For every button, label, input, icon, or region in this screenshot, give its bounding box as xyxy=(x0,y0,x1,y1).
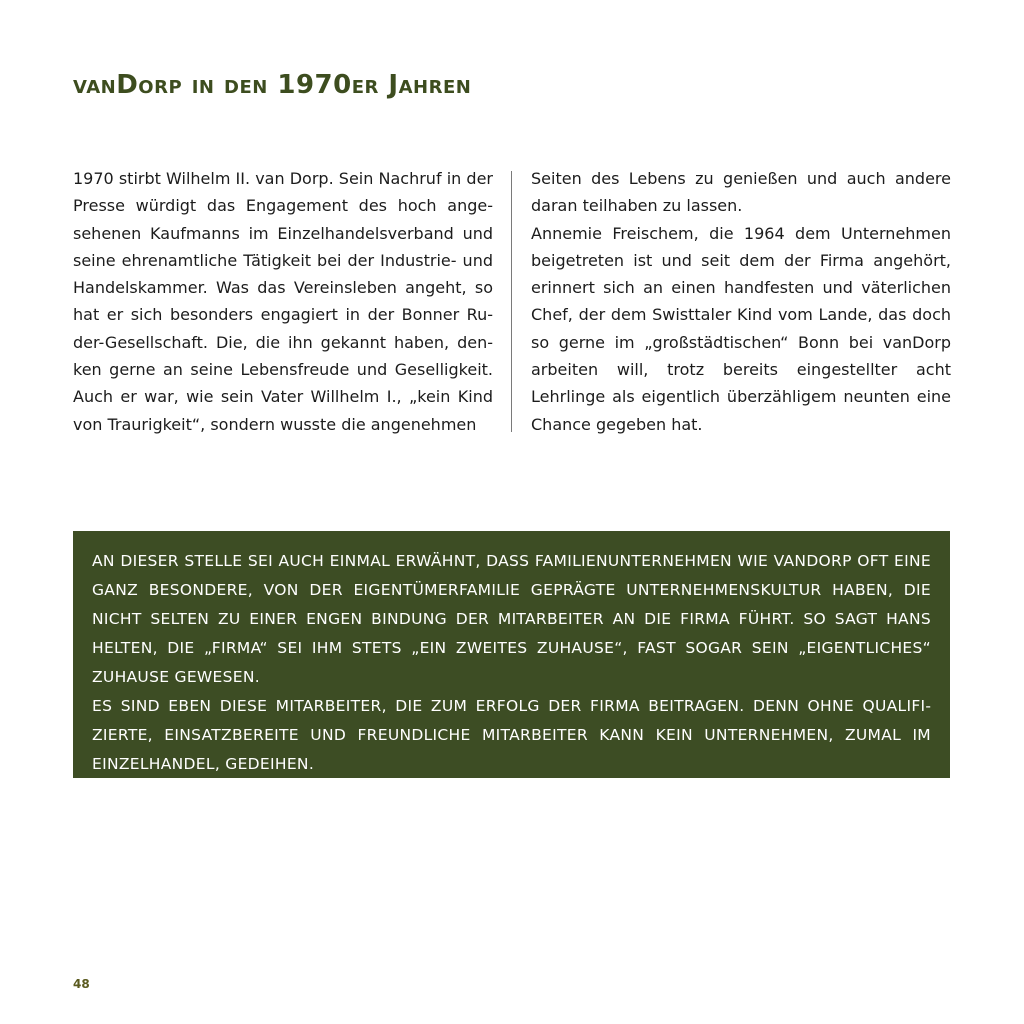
body-paragraph: 1970 stirbt Wilhelm II. van Dorp. Sein Nachruf in der Presse würdigt das Engagement des hoch angesehenen Kaufmanns im Einzelhandelsverband und seine ehrenamtliche Tätigkeit bei der Industrie- und Handelskammer. Was das Vereinsleben angeht, so hat er sich besonders engagiert in der Bonner Ruder-Gesellschaft. Die, die ihn gekannt haben, denken gerne an seine Lebensfreude und Geselligkeit. Auch er war, wie sein Vater Willhelm I., „kein Kind von Traurigkeit“, sondern wusste die angenehmen xyxy=(73,169,493,434)
text-column-right xyxy=(531,165,951,438)
text-column-left xyxy=(73,165,493,438)
highlight-paragraph: AN DIESER STELLE SEI AUCH EINMAL ERWÄHNT, DASS FAMILIENUNTERNEHMEN WIE VANDORP OFT EINE GANZ BESONDERE, VON DER EIGENTÜMERFAMILIE GEPRÄGTE UNTERNEHMENSKULTUR HABEN, DIE NICHT SELTEN ZU EINER ENGEN BINDUNG DER MITARBEITER AN DIE FIRMA FÜHRT. SO SAGT HANS HELTEN, DIE „FIRMA“ SEI IHM STETS „EIN ZWEITES ZUHAUSE“, FAST SOGAR SEIN „EIGENTLICHES“ ZUHAUSE GEWESEN. xyxy=(92,552,931,686)
page-number: 48 xyxy=(73,977,90,991)
highlight-box xyxy=(73,531,950,778)
body-paragraph: Annemie Freischem, die 1964 dem Unternehmen beigetreten ist und seit dem der Firma angehört, erinnert sich an einen handfesten und väterlichen Chef, der dem Swisttaler Kind vom Lande, das doch so gerne im „großstädtischen“ Bonn bei vanDorp arbeiten will, trotz bereits eingestellter acht Lehrlinge als eigentlich überzähligem neunten eine Chance gegeben hat. xyxy=(531,223,951,434)
page-title: vanDorp in den 1970er Jahren xyxy=(73,70,472,100)
body-paragraph: Seiten des Lebens zu genießen und auch andere daran teilhaben zu lassen. xyxy=(531,169,951,216)
highlight-paragraph: ES SIND EBEN DIESE MITARBEITER, DIE ZUM ERFOLG DER FIRMA BEITRAGEN. DENN OHNE QUALIFIZIERTE, EINSATZBEREITE UND FREUNDLICHE MITARBEITER KANN KEIN UNTERNEHMEN, ZUMAL IM EINZELHANDEL, GEDEIHEN. xyxy=(92,697,931,773)
column-divider xyxy=(511,171,512,432)
